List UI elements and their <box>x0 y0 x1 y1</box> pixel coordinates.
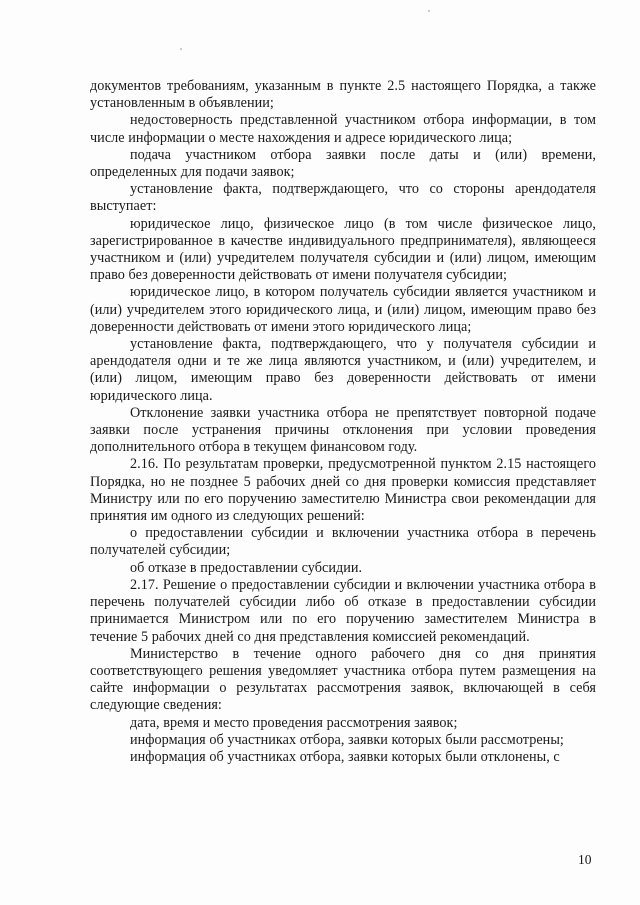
paragraph: об отказе в предоставлении субсидии. <box>130 559 363 576</box>
paragraph: Отклонение заявки участника отбора не препятствует повторной подаче заявки после устранения причины отклонения при условии проведения дополнительного отбора в текущем финансовом году. <box>90 404 596 456</box>
paragraph: 2.16. По результатам проверки, предусмотренной пунктом 2.15 настоящего Порядка, но не позднее 5 рабочих дней со дня проверки комиссия представляет Министру или по его поручению заместителю Министра свои рекомендации для принятия им одного из следующих решений: <box>90 456 596 525</box>
paragraph: Министерство в течение одного рабочего дня со дня принятия соответствующего решения уведомляет участника отбора путем размещения на сайте информации о результатах рассмотрения заявок, включающей в себя следующие сведения: <box>90 645 596 714</box>
paragraph: юридическое лицо, физическое лицо (в том числе физическое лицо, зарегистрированное в качестве индивидуального предпринимателя), являющееся участником и (или) учредителем получателя субсидии и (или) лицом, имеющим право без доверенности действовать от имени получателя субсидии; <box>90 215 596 284</box>
paragraph: информация об участниках отбора, заявки которых были отклонены, с <box>130 748 560 765</box>
page-number: 10 <box>578 852 592 867</box>
scan-speck <box>428 10 430 12</box>
paragraph: дата, время и место проведения рассмотрения заявок; <box>130 714 458 731</box>
paragraph: документов требованиям, указанным в пункте 2.5 настоящего Порядка, а также установленным в объявлении; <box>90 78 596 112</box>
paragraph: 2.17. Решение о предоставлении субсидии и включении участника отбора в перечень получателей субсидии либо об отказе в предоставлении субсидии принимается Министром или по его поручению заместителем Министра в течение 5 рабочих дней со дня представления комиссией рекомендаций. <box>90 576 596 645</box>
paragraph: информация об участниках отбора, заявки которых были рассмотрены; <box>130 731 564 748</box>
paragraph: недостоверность представленной участником отбора информации, в том числе информации о месте нахождения и адресе юридического лица; <box>90 112 596 146</box>
paragraph: подача участником отбора заявки после даты и (или) времени, определенных для подачи заявок; <box>90 146 596 181</box>
paragraph: установление факта, подтверждающего, что со стороны арендодателя выступает: <box>90 181 596 215</box>
paragraph: установление факта, подтверждающего, что у получателя субсидии и арендодателя одни и те же лица являются участником, и (или) учредителем, и (или) лицом, имеющим право без доверенности действовать от имени юридического лица. <box>90 336 596 404</box>
scan-speck <box>180 48 182 50</box>
paragraph: юридическое лицо, в котором получатель субсидии является участником и (или) учредителем этого юридического лица, и (или) лицом, имеющим право без доверенности действовать от имени этого юридического лица; <box>90 284 596 335</box>
paragraph: о предоставлении субсидии и включении участника отбора в перечень получателей субсидии; <box>90 525 596 559</box>
document-body <box>90 78 596 766</box>
